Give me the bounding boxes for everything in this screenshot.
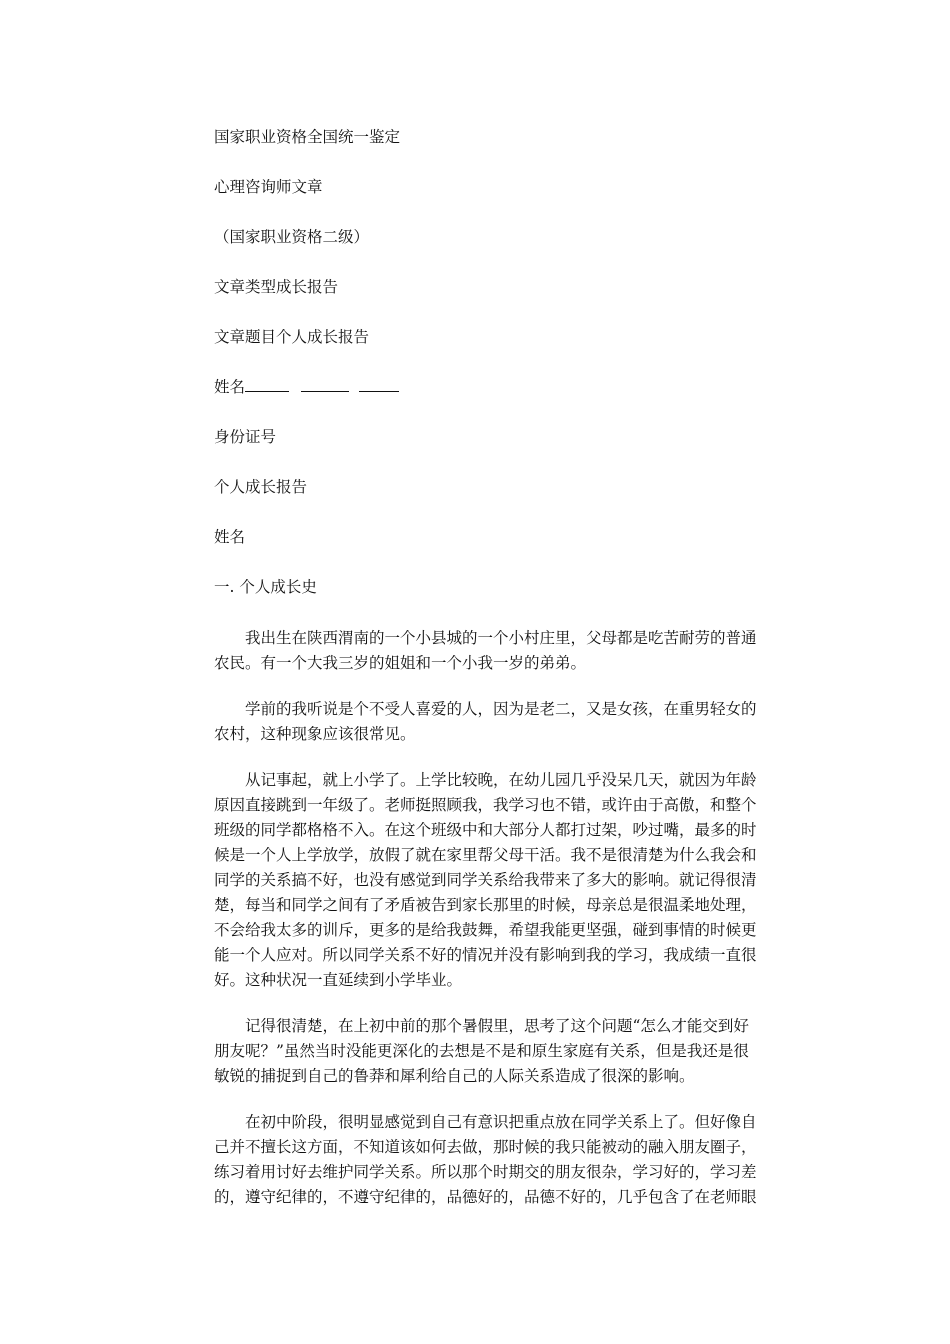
section-heading: 一. 个人成长史 <box>214 578 317 596</box>
name-blank-3 <box>359 374 399 392</box>
paragraph-line: 记得很清楚，在上初中前的那个暑假里，思考了这个问题“怎么才能交到好 <box>245 1017 749 1035</box>
author-name-label: 姓名 <box>214 528 246 546</box>
paragraph-line: 原因直接跳到一年级了。老师挺照顾我，我学习也不错，或许由于高傲，和整个 <box>214 796 757 814</box>
report-title: 个人成长报告 <box>214 478 308 496</box>
article-topic: 文章题目个人成长报告 <box>214 328 370 346</box>
document-body <box>214 124 770 1231</box>
paragraph-line: 从记事起，就上小学了。上学比较晚，在幼儿园几乎没呆几天，就因为年龄 <box>245 771 757 789</box>
paragraph-primary-school <box>214 768 770 993</box>
paragraph-line: 农民。有一个大我三岁的姐姐和一个小我一岁的弟弟。 <box>214 654 587 672</box>
paragraph-line: 敏锐的捕捉到自己的鲁莽和犀利给自己的人际关系造成了很深的影响。 <box>214 1067 695 1085</box>
paragraph-line: 不会给我太多的训斥，更多的是给我鼓舞，希望我能更坚强，碰到事情的时候更 <box>214 921 757 939</box>
article-category: 心理咨询师文章 <box>214 178 323 196</box>
paragraph-preschool <box>214 697 770 747</box>
name-field-row <box>214 374 770 400</box>
paragraph-birth <box>214 626 770 676</box>
paragraph-summer <box>214 1014 770 1089</box>
id-number-label: 身份证号 <box>214 428 277 446</box>
paragraph-line: 己并不擅长这方面，不知道该如何去做，那时候的我只能被动的融入朋友圈子， <box>214 1138 757 1156</box>
paragraph-line: 农村，这种现象应该很常见。 <box>214 725 416 743</box>
paragraph-line: 能一个人应对。所以同学关系不好的情况并没有影响到我的学习，我成绩一直很 <box>214 946 757 964</box>
paragraph-line: 楚，每当和同学之间有了矛盾被告到家长那里的时候，母亲总是很温柔地处理， <box>214 896 757 914</box>
paragraph-line: 候是一个人上学放学，放假了就在家里帮父母干活。我不是很清楚为什么我会和 <box>214 846 757 864</box>
paragraph-line: 同学的关系搞不好，也没有感觉到同学关系给我带来了多大的影响。就记得很清 <box>214 871 757 889</box>
name-blank-1 <box>245 374 289 392</box>
paragraph-line: 好。这种状况一直延续到小学毕业。 <box>214 971 463 989</box>
article-type: 文章类型成长报告 <box>214 278 339 296</box>
paragraph-line: 学前的我听说是个不受人喜爱的人，因为是老二，又是女孩，在重男轻女的 <box>245 700 757 718</box>
paragraph-middle-school <box>214 1110 770 1210</box>
paragraph-line: 班级的同学都格格不入。在这个班级中和大部分人都打过架，吵过嘴，最多的时 <box>214 821 757 839</box>
paragraph-line: 我出生在陕西渭南的一个小县城的一个小村庄里，父母都是吃苦耐劳的普通 <box>245 629 757 647</box>
name-blank-2 <box>301 374 349 392</box>
qualification-level: （国家职业资格二级） <box>214 228 370 246</box>
name-label: 姓名 <box>214 378 246 396</box>
paragraph-line: 朋友呢？”虽然当时没能更深化的去想是不是和原生家庭有关系，但是我还是很 <box>214 1042 749 1060</box>
paragraph-line: 在初中阶段，很明显感觉到自己有意识把重点放在同学关系上了。但好像自 <box>245 1113 757 1131</box>
exam-title: 国家职业资格全国统一鉴定 <box>214 128 401 146</box>
paragraph-line: 的，遵守纪律的，不遵守纪律的，品德好的，品德不好的，几乎包含了在老师眼 <box>214 1188 757 1206</box>
paragraph-line: 练习着用讨好去维护同学关系。所以那个时期交的朋友很杂，学习好的，学习差 <box>214 1163 757 1181</box>
